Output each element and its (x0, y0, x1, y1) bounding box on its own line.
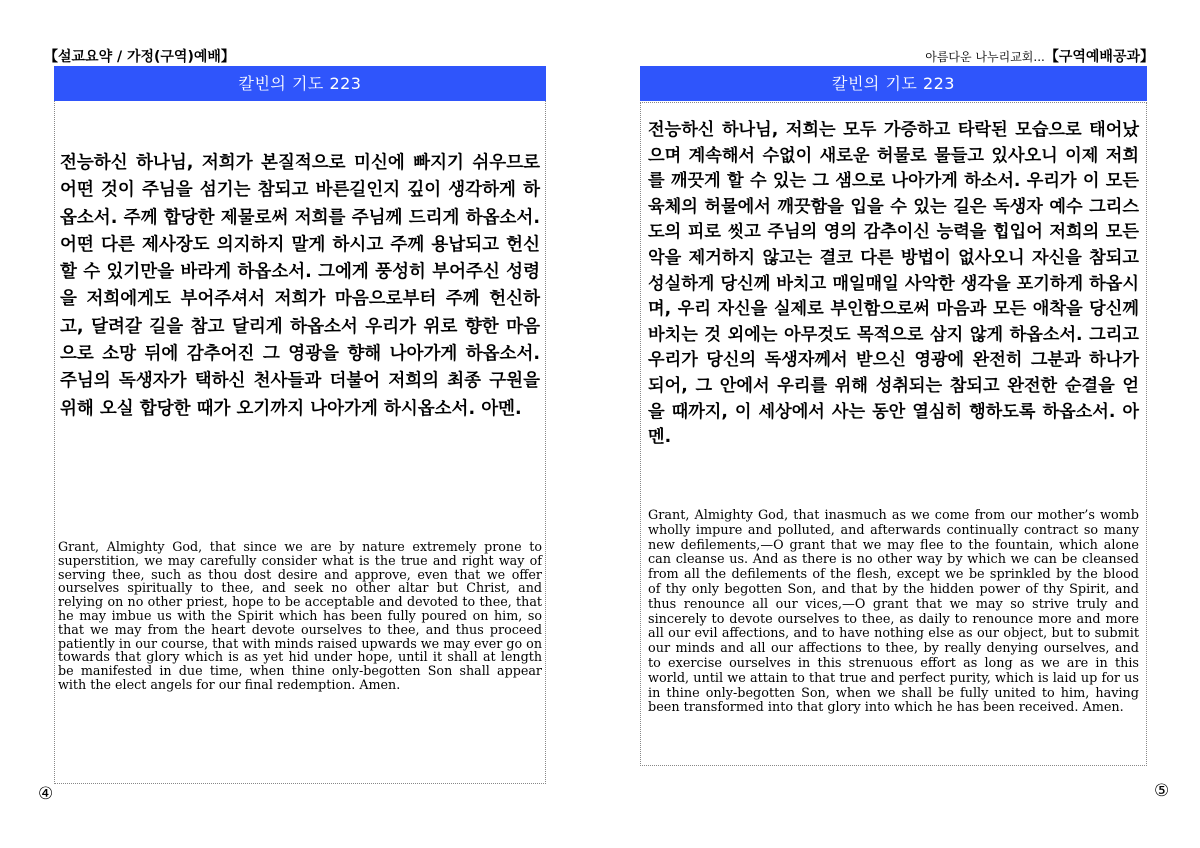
right-page (640, 66, 1147, 766)
right-korean-prayer: 전능하신 하나님, 저희는 모두 가증하고 타락된 모습으로 태어났으며 계속해서 수없이 새로운 허물로 물들고 있사오니 이제 저희를 깨끗게 할 수 있는 그 샘으로 나아가게 하소서. 우리가 이 모든 육체의 허물에서 깨끗함을 입을 수 있는 길은 독생자 예수 그리스도의 피로 씻고 주님의 영의 감추이신 능력을 힙입어 저희의 모든 악을 제거하지 않고는 결코 다른 방법이 없사오니 자신을 참되고 성실하게 당신께 바치고 매일매일 사악한 생각을 포기하게 하옵시며, 우리 자신을 실제로 부인함으로써 마음과 모든 애착을 당신께 바치는 것 외에는 아무것도 목적으로 삼지 않게 하옵소서. 그리고 우리가 당신의 독생자께서 받으신 영광에 완전히 그분과 하나가 되어, 그 안에서 우리를 위해 성취되는 참되고 완전한 순결을 얻을 때까지, 이 세상에서 사는 동안 열심히 행하도록 하옵소서. 아멘. (648, 120, 1139, 448)
left-english-prayer: Grant, Almighty God, that since we are by nature extremely prone to superstition, we may carefully consider what is the true and right way of serving thee, such as thou dost desire and approve, even that we offer ourselves spiritually to thee, and seek no other altar but Christ, and relying on no other priest, hope to be acceptable and devoted to thee, that he may imbue us with the Spirit which has been fully poured on him, so that we may from the heart devote ourselves to thee, and thus proceed patiently in our course, that with minds raised upwards we may ever go on towards that glory which is as yet hid under hope, until it shall at length be manifested in due time, when thine only-begotten Son shall appear with the elect angels for our final redemption. Amen. (58, 539, 542, 692)
right-page-number: ⑤ (1154, 781, 1170, 801)
left-page-title: 칼빈의 기도 223 (54, 66, 546, 101)
right-page-title: 칼빈의 기도 223 (640, 66, 1147, 101)
section-tag: 【구역예배공과】 (1044, 49, 1154, 65)
header-right (925, 46, 1154, 66)
left-page (54, 66, 546, 784)
left-korean-prayer: 전능하신 하나님, 저희가 본질적으로 미신에 빠지기 쉬우므로 어떤 것이 주님을 섬기는 참되고 바른길인지 깊이 생각하게 하옵소서. 주께 합당한 제물로써 저희를 주님께 드리게 하옵소서. 어떤 다른 제사장도 의지하지 말게 하시고 주께 용납되고 헌신할 수 있기만을 바라게 하옵소서. 그에게 풍성히 부어주신 성령을 저희에게도 부어주셔서 저희가 마음으로부터 주께 헌신하고, 달려갈 길을 참고 달리게 하옵소서 우리가 위로 향한 마음으로 소망 뒤에 감추어진 그 영광을 향해 나아가게 하옵소서. 주님의 독생자가 택하신 천사들과 더불어 저희의 최종 구원을 위해 오실 합당한 때가 오기까지 나아가게 하시옵소서. 아멘. (60, 153, 540, 419)
church-name: 아름다운 나누리교회... (925, 50, 1045, 64)
header-left-label: 【설교요약 / 가정(구역)예배】 (44, 49, 235, 65)
right-english-prayer: Grant, Almighty God, that inasmuch as we come from our mother’s womb wholly impure and polluted, and afterwards continually contract so many new defilements,—O grant that we may flee to the fountain, which alone can cleanse us. And as there is no other way by which we can be cleansed from all the defilements of the flesh, except we be sprinkled by the blood of thy only begotten Son, and that by the hidden power of thy Spirit, and thus renounce all our vices,—O grant that we may so strive truly and sincerely to devote ourselves to thee, as daily to renounce more and more all our evil affections, and to have nothing else as our object, but to submit our minds and all our affections to thee, by really denying ourselves, and to exercise ourselves in this strenuous effort as long as we are in this world, until we attain to that true and perfect purity, which is laid up for us in thine only-begotten Son, when we shall be fully united to him, having been transformed into that glory into which he has been received. Amen. (648, 508, 1139, 716)
left-page-number: ④ (38, 784, 54, 804)
